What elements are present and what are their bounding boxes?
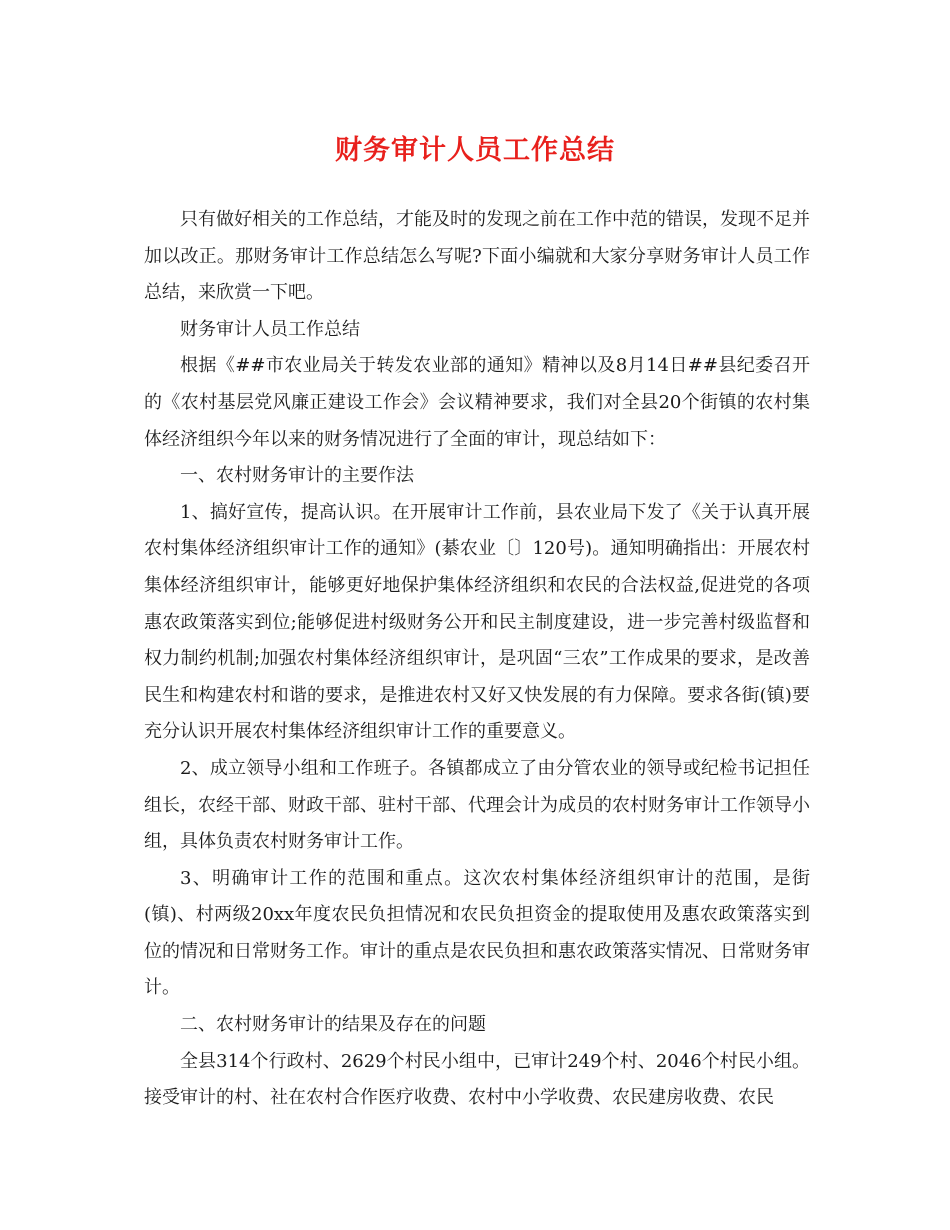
paragraph-item-3: 3、明确审计工作的范围和重点。这次农村集体经济组织审计的范围，是街(镇)、村两级20xx年度农民负担情况和农民负担资金的提取使用及惠农政策落实到位的情况和日常财务工作。审计的重点是农民负担和惠农政策落实情况、日常财务审计。 bbox=[144, 867, 810, 999]
document-title: 财务审计人员工作总结 bbox=[335, 135, 615, 166]
paragraph-intro: 只有做好相关的工作总结，才能及时的发现之前在工作中范的错误，发现不足并加以改正。那财务审计工作总结怎么写呢?下面小编就和大家分享财务审计人员工作总结，来欣赏一下吧。 bbox=[144, 209, 810, 304]
document-body bbox=[144, 202, 810, 1117]
paragraph-subtitle: 财务审计人员工作总结 bbox=[180, 318, 360, 340]
paragraph-results: 全县314个行政村、2629个村民小组中，已审计249个村、2046个村民小组。接受审计的村、社在农村合作医疗收费、农村中小学收费、农民建房收费、农民 bbox=[144, 1050, 810, 1109]
paragraph-item-1: 1、搞好宣传，提高认识。在开展审计工作前，县农业局下发了《关于认真开展农村集体经济组织审计工作的通知》(綦农业〔〕120号)。通知明确指出：开展农村集体经济组织审计，能够更好地保护集体经济组织和农民的合法权益,促进党的各项惠农政策落实到位;能够促进村级财务公开和民主制度建设，进一步完善村级监督和权力制约机制;加强农村集体经济组织审计，是巩固“三农”工作成果的要求，是改善民生和构建农村和谐的要求，是推进农村又好又快发展的有力保障。要求各街(镇)要充分认识开展农村集体经济组织审计工作的重要意义。 bbox=[144, 501, 810, 743]
section-heading-2: 二、农村财务审计的结果及存在的问题 bbox=[180, 1014, 486, 1036]
paragraph-item-2: 2、成立领导小组和工作班子。各镇都成立了由分管农业的领导或纪检书记担任组长，农经干部、财政干部、驻村干部、代理会计为成员的农村财务审计工作领导小组，具体负责农村财务审计工作。 bbox=[144, 757, 810, 853]
paragraph-background: 根据《##市农业局关于转发农业部的通知》精神以及8月14日##县纪委召开的《农村基层党风廉正建设工作会》会议精神要求，我们对全县20个街镇的农村集体经济组织今年以来的财务情况进行了全面的审计，现总结如下： bbox=[144, 355, 810, 450]
section-heading-1: 一、农村财务审计的主要作法 bbox=[180, 465, 414, 487]
